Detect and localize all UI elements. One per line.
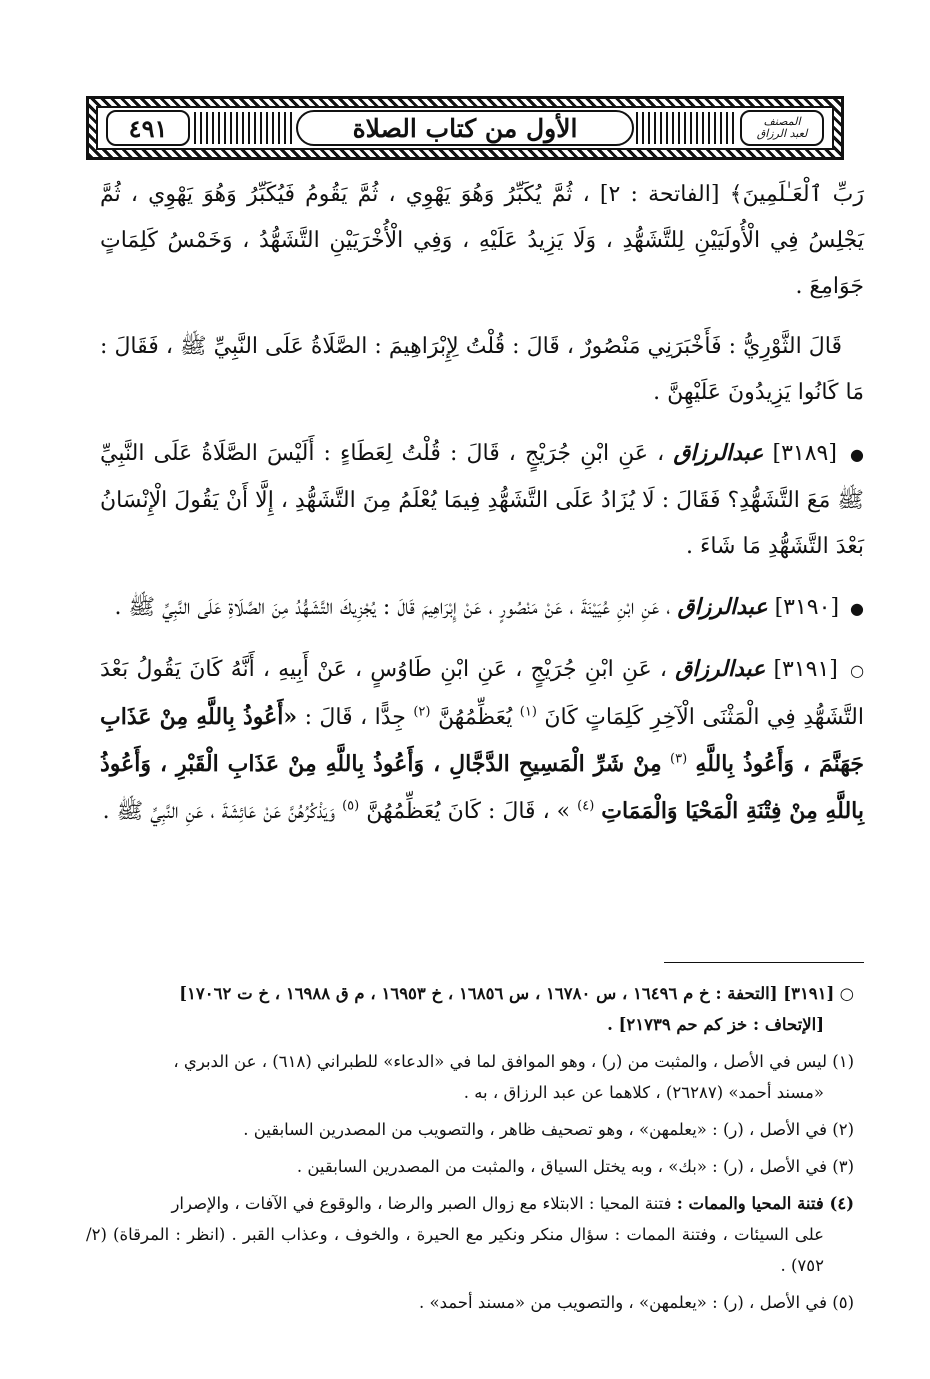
hadith-3191 (100, 646, 864, 835)
header-ornament-right (636, 112, 736, 144)
footnote-marker-hollow: ○ (839, 984, 854, 1003)
footnote-ref-1[interactable]: (١) (519, 704, 537, 720)
footnote-1 (86, 1046, 854, 1108)
hadith-3190 (100, 584, 864, 632)
hadith-marker-hollow: ○ (850, 661, 865, 680)
hadith-number: [٣١٩٠] (774, 595, 840, 620)
supplication-a: «أَعُوذُ بِاللَّهِ مِنْ عَذَابِ جَهَنَّمَ ، وَأَعُوذُ بِاللَّهِ (100, 704, 864, 777)
hadith-number: [٣١٨٩] (772, 441, 837, 466)
header-ornament-left (194, 112, 294, 144)
footnotes (86, 978, 854, 1324)
chapter-title: الأول من كتاب الصلاة (296, 110, 634, 146)
hadith-author: عبدالرزاق (673, 440, 764, 466)
footnote-ref-2[interactable]: (٢) (413, 704, 431, 720)
footnote-4-label: (٤) فتنة المحيا والممات : (676, 1194, 854, 1213)
logo-line-2: لعبد الرزاق (756, 127, 808, 140)
main-text (100, 172, 864, 849)
page-number: ٤٩١ (106, 110, 190, 146)
ithaf-references: [الإتحاف : خز كم حم ٢١٧٣٩] . (607, 1015, 824, 1034)
footnote-1-continuation: «مسند أحمد» (٢٦٢٨٧) ، كلاهما عن عبد الرزاق ، به . (463, 1083, 824, 1102)
supplication-b: مِنْ شَرِّ الْمَسِيحِ الدَّجَّالِ ، وَأَعُوذُ بِاللَّهِ مِنْ عَذَابِ الْقَبْرِ ، وَأَعُوذُ بِاللَّهِ مِنْ فِتْنَةِ الْمَحْيَا وَالْمَمَاتِ (100, 751, 864, 824)
footnote-ref-4[interactable]: (٤) (577, 798, 595, 814)
hadith-marker-filled: ● (850, 445, 865, 464)
footnote-4 (86, 1188, 854, 1281)
footnote-4-text: فتنة المحيا : الابتلاء مع زوال الصبر والرضا ، والوقوع في الآفات ، والإصرار (171, 1194, 672, 1213)
footnote-5: (٥) في الأصل ، (ر) : «يعلمهن» ، والتصويب من «مسند أحمد» . (419, 1293, 854, 1312)
hadith-text-e: وَيَذْكُرُهُنَّ عَنْ عَائِشَةَ ، عَنِ النَّبِيِّ ﷺ . (102, 799, 336, 824)
hadith-text-b: يُعَظِّمُهُنَّ (437, 705, 513, 730)
hadith-text: ، عَنِ ابْنِ جُرَيْجٍ ، قَالَ : قُلْتُ لِعَطَاءٍ : أَلَيْسَ الصَّلَاةُ عَلَى النَّبِيِّ ﷺ مَعَ التَّشَهُّدِ؟ فَقَالَ : لَا يُزَادُ عَلَى التَّشَهُّدِ فِيمَا يُعْلَمُ مِنَ التَّشَهُّدِ ، إِلَّا أَنْ يَقُولَ الْإِنْسَانُ بَعْدَ التَّشَهُّدِ مَا شَاءَ . (100, 441, 864, 559)
paragraph-continuation: رَبِّ ٱلْعَـٰلَمِينَ﴾ [الفاتحة : ٢] ، ثُمَّ يُكَبِّرُ وَهُوَ يَهْوِي ، ثُمَّ يَقُومُ فَيُكَبِّرُ وَهُوَ يَهْوِي ، ثُمَّ يَجْلِسُ فِي الْأُولَيَيْنِ لِلتَّشَهُّدِ ، وَلَا يَزِيدُ عَلَيْهِ ، وَفِي الْأُخْرَيَيْنِ التَّشَهُّدُ ، وَخَمْسُ كَلِمَاتٍ جَوَامِعَ . (100, 182, 865, 299)
tuhfa-references: [٣١٩١] [التحفة : خ م ١٦٤٩٦ ، س ١٦٧٨٠ ، س ١٦٨٥٦ ، خ ١٦٩٥٣ ، م ق ١٦٩٨٨ ، خ ت ١٧٠٦٢] (179, 984, 835, 1003)
paragraph-thawri: قَالَ الثَّوْرِيُّ : فَأَخْبَرَنِي مَنْصُورٌ ، قَالَ : قُلْتُ لِإِبْرَاهِيمَ : الصَّلَاةُ عَلَى النَّبِيِّ ﷺ ، فَقَالَ : مَا كَانُوا يَزِيدُونَ عَلَيْهِنَّ . (100, 334, 864, 405)
hadith-author: عبدالرزاق (677, 594, 768, 620)
footnote-3: (٣) في الأصل ، (ر) : «بك» ، وبه يختل السياق ، والمثبت من المصدرين السابقين . (296, 1157, 854, 1176)
footnote-1-text: (١) ليس في الأصل ، والمثبت من (ر) ، وهو الموافق لما في «الدعاء» للطبراني (٦١٨) ، عن الدبري ، (173, 1052, 854, 1071)
footnote-divider (664, 962, 864, 963)
footnote-ref-3[interactable]: (٣) (670, 751, 688, 767)
hadith-text-a: ، عَنِ ابْنِ جُرَيْجٍ ، عَنِ ابْنِ طَاوُسٍ ، عَنْ أَبِيهِ ، أَنَّهُ كَانَ يَقُولُ بَعْدَ التَّشَهُّدِ فِي الْمَثْنَى الْآخِرِ كَلِمَاتٍ كَانَ (100, 657, 864, 730)
hadith-text-d: قَالَ : كَانَ يُعَظِّمُهُنَّ (366, 799, 536, 824)
hadith-number: [٣١٩١] (773, 657, 838, 682)
hadith-text: ، عَنِ ابْنِ عُيَيْنَةَ ، عَنْ مَنْصُورٍ ، عَنْ إِبْرَاهِيمَ قَالَ : يُجْزِيكَ التَّشَهُّدُ مِنَ الصَّلَاةِ عَلَى النَّبِيِّ ﷺ . (114, 595, 671, 620)
page-header (86, 96, 844, 160)
footnote-2: (٢) في الأصل ، (ر) : «يعلمهن» ، وهو تصحيف ظاهر ، والتصويب من المصدرين السابقين . (243, 1120, 854, 1139)
hadith-marker-filled: ● (850, 599, 864, 618)
hadith-text-c: جِدًّا ، قَالَ : (304, 705, 406, 730)
hadith-3189 (100, 430, 864, 570)
footnote-tuhfa (86, 978, 854, 1040)
footnote-ref-5[interactable]: (٥) (342, 798, 360, 814)
footnote-4-continuation: على السيئات ، وفتنة الممات : سؤال منكر ونكير مع الحيرة ، والخوف ، وعذاب القبر . (انظر : المرقاة) (٢/ ٧٥٢) . (86, 1225, 824, 1275)
book-logo (740, 110, 824, 146)
hadith-author: عبدالرزاق (675, 656, 766, 682)
supplication-end: » ، (542, 799, 571, 824)
logo-line-1: المصنف (763, 114, 801, 128)
